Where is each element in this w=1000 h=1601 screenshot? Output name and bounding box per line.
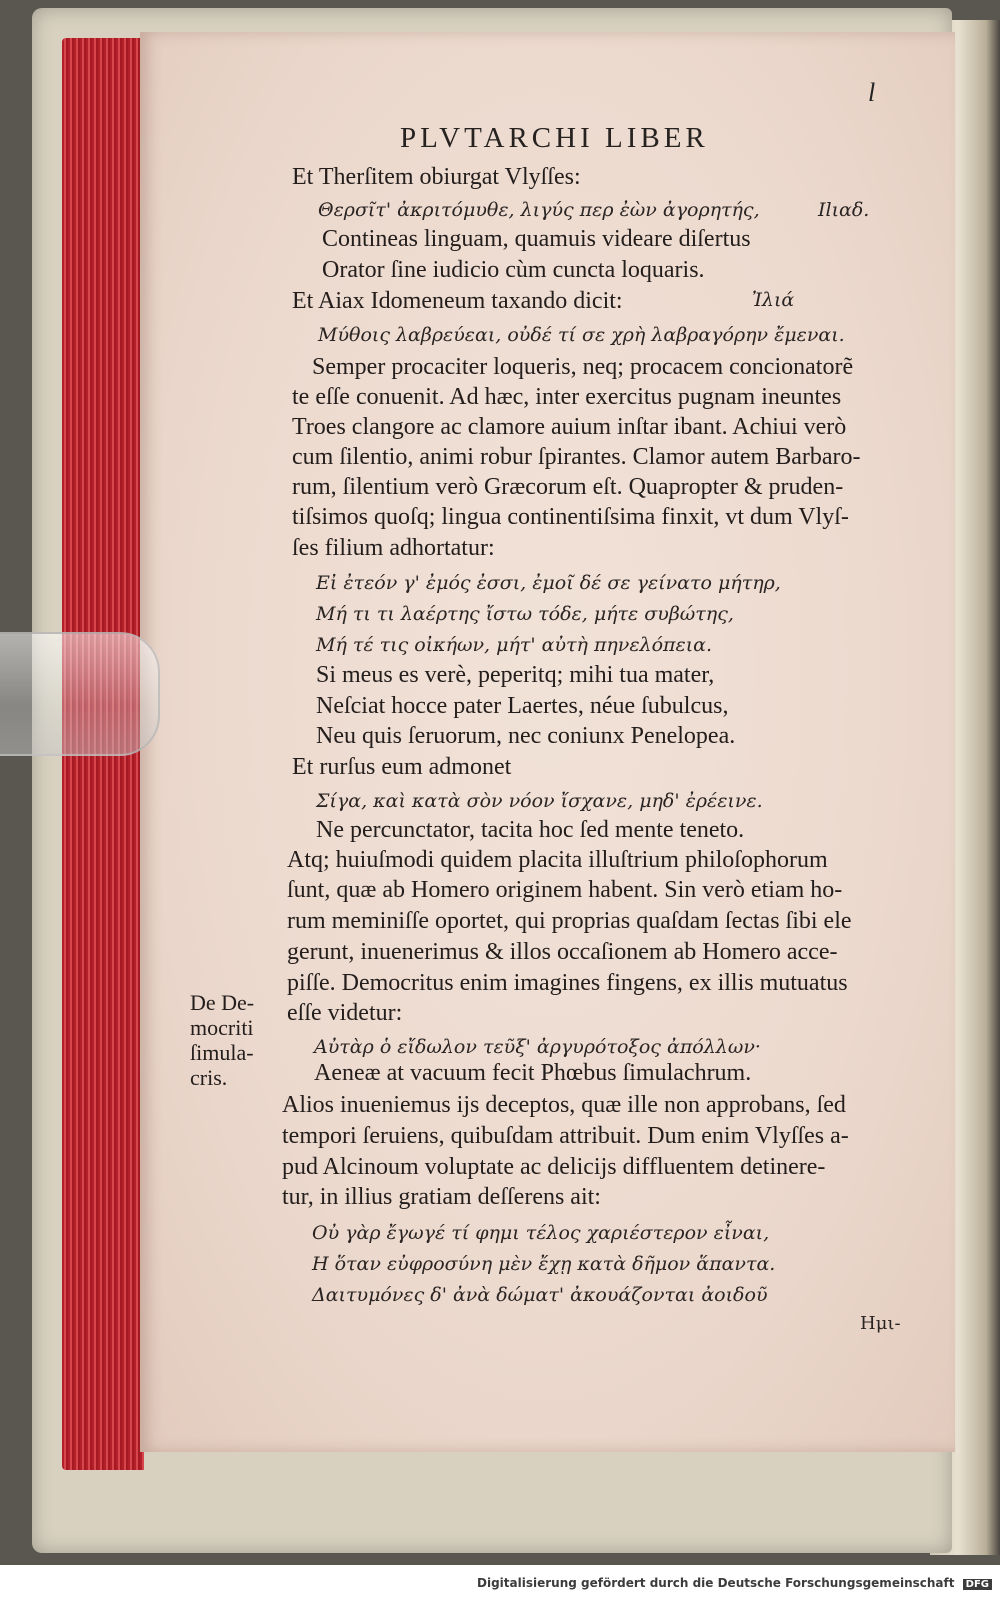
footer-credit	[477, 1576, 992, 1590]
text-line: Alios inueniemus ijs deceptos, quæ ille non approbans, ſed	[282, 1092, 846, 1118]
greek-line: Δαιτυμόνες δ' ἀνὰ δώματ' ἀκουάζονται ἀοιδοῦ	[312, 1284, 768, 1306]
text-line: Atq; huiuſmodi quidem placita illuſtrium philoſophorum	[287, 847, 828, 873]
running-header: PLVTARCHI LIBER	[400, 122, 709, 154]
text-line: cum ſilentio, animi robur ſpirantes. Clamor autem Barbaro-	[292, 444, 861, 470]
text-line: Et Aiax Idomeneum taxando dicit:	[292, 288, 623, 314]
catchword: Ημι-	[860, 1313, 901, 1334]
margin-note-line: De De-	[190, 990, 255, 1015]
greek-line: Μή τι τι λαέρτης ἴστω τόδε, μήτε συβώτης,	[316, 603, 734, 625]
greek-line: Εἰ ἐτεόν γ' ἐμός ἐσσι, ἐμοῖ δέ σε γείνατο μήτηρ,	[316, 572, 781, 594]
text-line: tiſsimos quoſq; lingua continentiſsima finxit, vt dum Vlyſ-	[292, 504, 849, 530]
greek-line: Σίγα, καὶ κατὰ σὸν νόον ἴσχανε, μηδ' ἐρέεινε.	[316, 790, 763, 812]
text-line: Et rurſus eum admonet	[292, 754, 512, 780]
text-line: Troes clangore ac clamore auium inſtar ibant. Achiui verò	[292, 414, 847, 440]
greek-line: Οὐ γὰρ ἔγωγέ τί φημι τέλος χαριέστερον εἶναι,	[312, 1222, 770, 1244]
text-line: ſes filium adhortatur:	[292, 535, 495, 561]
greek-line: Η ὅταν εὐφροσύνη μὲν ἔχῃ κατὰ δῆμον ἅπαντα.	[312, 1253, 776, 1275]
text-line: tempori ſeruiens, quibuſdam attribuit. Dum enim Vlyſſes a-	[282, 1123, 849, 1149]
margin-note-line: mocriti	[190, 1015, 254, 1040]
text-line: Aeneæ at vacuum fecit Phœbus ſimulachrum.	[314, 1060, 752, 1086]
greek-line: Θερσῖτ' ἀκριτόμυθε, λιγύς περ ἐὼν ἀγορητής,	[318, 199, 760, 221]
footer-text: Digitalisierung gefördert durch die Deutsche Forschungsgemeinschaft	[477, 1576, 955, 1590]
text-line: rum, ſilentium verò Græcorum eſt. Quapropter & pruden-	[292, 474, 844, 500]
text-line: pud Alcinoum voluptate ac delicijs diffluentem detinere-	[282, 1154, 826, 1180]
text-line: eſſe videtur:	[287, 1000, 403, 1026]
text-line: Ne percunctator, tacita hoc ſed mente teneto.	[316, 817, 745, 843]
text-line: Contineas linguam, quamuis videare diſertus	[322, 226, 751, 252]
text-line: piſſe. Democritus enim imagines fingens, ex illis mutuatus	[287, 970, 848, 996]
text-line: Si meus es verè, peperitq; mihi tua mater,	[316, 662, 715, 688]
text-line: rum meminiſſe oportet, qui proprias quaſdam ſectas ſibi ele	[287, 908, 852, 934]
marginal-source: Ἰλιά	[752, 289, 795, 311]
greek-line: Μύθοις λαβρεύεαι, οὐδέ τί σε χρὴ λαβραγόρην ἔμεναι.	[318, 324, 845, 346]
folio-number: l	[868, 78, 876, 107]
greek-line: Αὐτὰρ ὁ εἴδωλον τεῦξ' ἀργυρότοξος ἀπόλλων·	[314, 1036, 761, 1058]
greek-line: Μή τέ τις οἰκήων, μήτ' αὐτὴ πηνελόπεια.	[316, 634, 713, 656]
margin-note-line: ſimula-	[190, 1040, 254, 1065]
text-line: Neu quis ſeruorum, nec coniunx Penelopea.	[316, 723, 736, 749]
text-line: te eſſe conuenit. Ad hæc, inter exercitus pugnam ineuntes	[292, 384, 842, 410]
margin-note-line: cris.	[190, 1065, 228, 1090]
text-line: Semper procaciter loqueris, neq; procacem concionatorẽ	[312, 354, 854, 380]
text-line: tur, in illius gratiam deſſerens ait:	[282, 1184, 601, 1210]
dfg-logo: DFG	[963, 1579, 992, 1590]
text-line: Orator ſine iudicio cùm cuncta loquaris.	[322, 257, 705, 283]
plastic-clip	[0, 632, 160, 756]
marginal-source: Ilιɑδ.	[818, 199, 870, 221]
text-line: Et Therſitem obiurgat Vlyſſes:	[292, 164, 581, 190]
text-line: Neſciat hocce pater Laertes, néue ſubulcus,	[316, 693, 729, 719]
text-line: ſunt, quæ ab Homero originem habent. Sin verò etiam ho-	[287, 877, 843, 903]
text-line: gerunt, inuenerimus & illos occaſionem ab Homero acce-	[287, 939, 838, 965]
